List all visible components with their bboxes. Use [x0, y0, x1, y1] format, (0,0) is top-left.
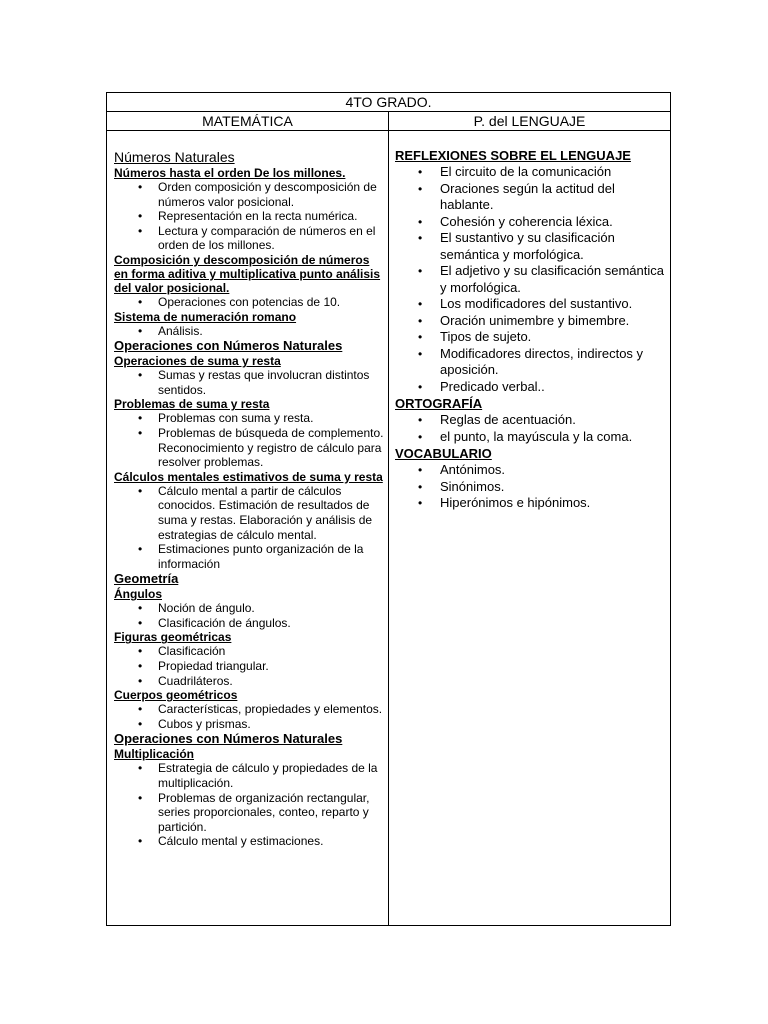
- list-item: • Tipos de sujeto.: [395, 329, 666, 346]
- list-ortografia: [395, 412, 666, 445]
- list-item: • Problemas de búsqueda de complemento. Reconocimiento y registro de cálculo para resolver problemas.: [114, 426, 384, 470]
- curriculum-table: [106, 92, 671, 926]
- topic-ortografia: ORTOGRAFÍA: [395, 396, 483, 411]
- subtopic-numeros-millones: Números hasta el orden De los millones.: [114, 166, 346, 180]
- topic-operaciones-1: Operaciones con Números Naturales: [114, 338, 343, 354]
- list-figuras: [114, 644, 384, 688]
- list-item: • Cubos y prismas.: [114, 717, 384, 732]
- list-calculos-mentales: [114, 484, 384, 572]
- list-reflexiones: [395, 164, 666, 395]
- list-multiplicacion: [114, 761, 384, 849]
- header-matematica: MATEMÁTICA: [107, 112, 389, 130]
- list-item: • Hiperónimos e hipónimos.: [395, 495, 666, 512]
- subtopic-multiplicacion: Multiplicación: [114, 747, 195, 762]
- subtopic-calculos-mentales: Cálculos mentales estimativos de suma y resta: [114, 469, 383, 484]
- list-item: • El circuito de la comunicación: [395, 164, 666, 181]
- list-item: • Modificadores directos, indirectos y aposición.: [395, 346, 666, 379]
- list-item: • Cohesión y coherencia léxica.: [395, 214, 666, 231]
- list-numeros-millones: [114, 180, 384, 253]
- list-item: • El adjetivo y su clasificación semántica y morfológica.: [395, 263, 666, 296]
- list-item: • Análisis.: [114, 324, 384, 339]
- list-item: • el punto, la mayúscula y la coma.: [395, 429, 666, 446]
- subtopic-composicion: Composición y descomposición de números en forma aditiva y multiplicativa punto análisis del valor posicional.: [114, 252, 381, 295]
- lenguaje-column: [389, 131, 670, 925]
- list-item: • Clasificación de ángulos.: [114, 616, 384, 631]
- list-item: • Predicado verbal..: [395, 379, 666, 396]
- topic-geometria: Geometría: [114, 571, 179, 587]
- subtopic-problemas-suma: Problemas de suma y resta: [114, 397, 270, 412]
- list-item: • Sinónimos.: [395, 479, 666, 496]
- list-item: • Estimaciones punto organización de la información: [114, 542, 384, 571]
- topic-reflexiones: REFLEXIONES SOBRE EL LENGUAJE: [395, 148, 631, 163]
- list-item: • Los modificadores del sustantivo.: [395, 296, 666, 313]
- subtopic-suma-resta: Operaciones de suma y resta: [114, 354, 281, 369]
- list-item: • Oración unimembre y bimembre.: [395, 313, 666, 330]
- list-item: • Cuadriláteros.: [114, 674, 384, 689]
- list-item: • Noción de ángulo.: [114, 601, 384, 616]
- list-item: • Lectura y comparación de números en el orden de los millones.: [114, 224, 384, 253]
- topic-vocabulario: VOCABULARIO: [395, 446, 492, 461]
- list-vocabulario: [395, 462, 666, 512]
- list-romano: [114, 324, 384, 339]
- subtopic-angulos: Ángulos: [114, 587, 162, 602]
- list-problemas-suma: [114, 411, 384, 469]
- list-item: • El sustantivo y su clasificación semántica y morfológica.: [395, 230, 666, 263]
- list-item: • Problemas con suma y resta.: [114, 411, 384, 426]
- table-body-row: [107, 131, 670, 925]
- subtopic-romano: Sistema de numeración romano: [114, 309, 297, 324]
- list-item: • Características, propiedades y elementos.: [114, 702, 384, 717]
- subtopic-cuerpos: Cuerpos geométricos: [114, 688, 238, 703]
- list-item: • Cálculo mental a partir de cálculos conocidos. Estimación de resultados de suma y restas. Elaboración y análisis de estrategias de cálculo mental.: [114, 484, 384, 542]
- matematica-column: [107, 131, 389, 925]
- list-item: • Clasificación: [114, 644, 384, 659]
- list-item: • Sumas y restas que involucran distintos sentidos.: [114, 368, 384, 397]
- list-composicion: [114, 295, 384, 310]
- table-title: 4TO GRADO.: [107, 93, 670, 112]
- table-header-row: [107, 112, 670, 131]
- list-item: • Representación en la recta numérica.: [114, 209, 384, 224]
- list-item: • Reglas de acentuación.: [395, 412, 666, 429]
- subtopic-figuras: Figuras geométricas: [114, 630, 232, 645]
- list-cuerpos: [114, 702, 384, 731]
- list-item: • Antónimos.: [395, 462, 666, 479]
- list-item: • Cálculo mental y estimaciones.: [114, 834, 384, 849]
- list-item: • Oraciones según la actitud del hablante.: [395, 181, 666, 214]
- list-item: • Problemas de organización rectangular, series proporcionales, conteo, reparto y partición.: [114, 791, 384, 835]
- list-suma-resta: [114, 368, 384, 397]
- topic-numeros-naturales: Números Naturales: [114, 149, 235, 165]
- list-item: • Operaciones con potencias de 10.: [114, 295, 384, 310]
- topic-operaciones-2: Operaciones con Números Naturales: [114, 731, 343, 747]
- header-lenguaje: P. del LENGUAJE: [473, 113, 586, 129]
- list-item: • Orden composición y descomposición de números valor posicional.: [114, 180, 384, 209]
- list-angulos: [114, 601, 384, 630]
- list-item: • Propiedad triangular.: [114, 659, 384, 674]
- list-item: • Estrategia de cálculo y propiedades de la multiplicación.: [114, 761, 384, 790]
